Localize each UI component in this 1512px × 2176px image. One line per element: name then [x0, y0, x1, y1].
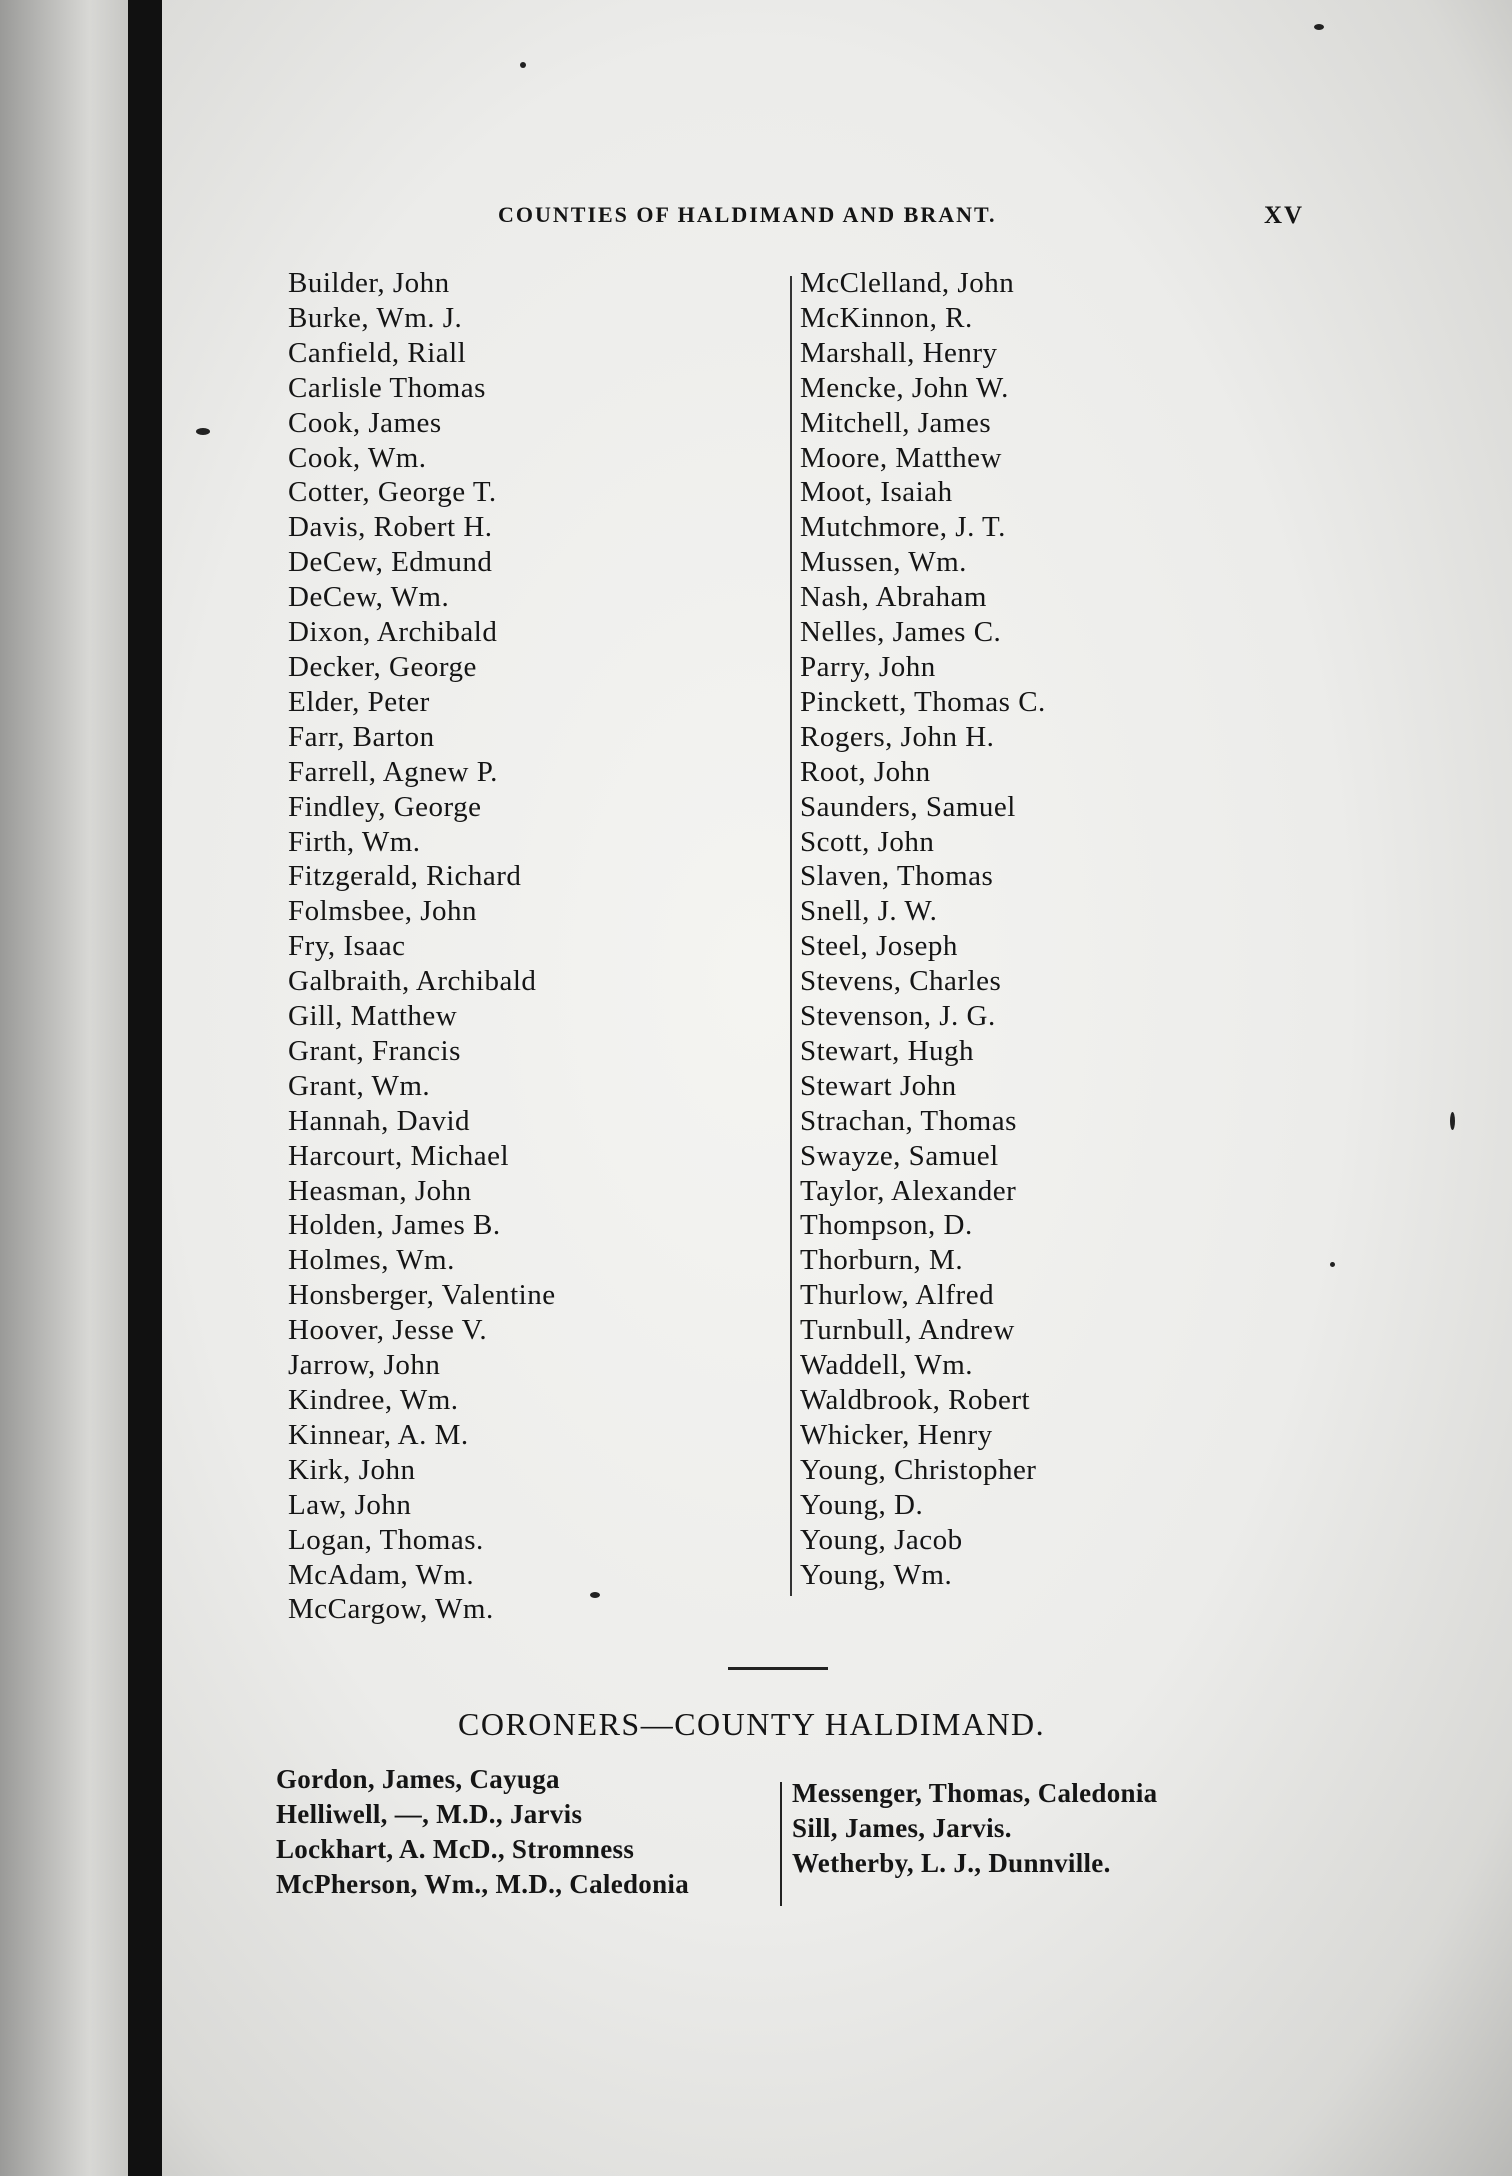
list-item: Fry, Isaac: [288, 930, 406, 963]
list-item: Jarrow, John: [288, 1349, 441, 1382]
list-item: McCargow, Wm.: [288, 1593, 494, 1626]
coroner-entry: Gordon, James, Cayuga: [276, 1764, 560, 1794]
list-item: Marshall, Henry: [800, 336, 998, 369]
list-item: Pinckett, Thomas C.: [800, 685, 1046, 718]
list-item: Waddell, Wm.: [800, 1349, 974, 1382]
page-number: XV: [1264, 202, 1305, 229]
list-item: Law, John: [288, 1488, 412, 1521]
list-item: Young, Christopher: [800, 1453, 1037, 1486]
list-item: Root, John: [800, 755, 931, 788]
coroner-entry: McPherson, Wm., M.D., Caledonia: [276, 1869, 690, 1899]
scan-speck: [196, 428, 210, 435]
list-item: Decker, George: [288, 650, 477, 683]
list-item: Strachan, Thomas: [800, 1104, 1017, 1137]
coroners-column-left: [276, 1762, 776, 1902]
list-item: Slaven, Thomas: [800, 860, 994, 893]
list-item: Elder, Peter: [288, 685, 430, 718]
list-item: DeCew, Wm.: [288, 581, 450, 614]
coroner-entry: Wetherby, L. J., Dunnville.: [792, 1848, 1111, 1878]
scan-speck: [590, 1592, 600, 1598]
list-item: Cook, Wm.: [288, 441, 427, 474]
list-item: McKinnon, R.: [800, 301, 973, 334]
list-item: Mitchell, James: [800, 406, 992, 439]
scan-speck: [1314, 24, 1324, 30]
list-item: McClelland, John: [800, 267, 1015, 299]
list-item: Swayze, Samuel: [800, 1139, 999, 1172]
list-item: Honsberger, Valentine: [288, 1279, 556, 1312]
list-item: Young, D.: [800, 1488, 924, 1521]
list-item: Fitzgerald, Richard: [288, 860, 522, 893]
section-rule: [728, 1667, 828, 1670]
list-item: Rogers, John H.: [800, 720, 995, 753]
list-item: Firth, Wm.: [288, 825, 421, 858]
list-item: DeCew, Edmund: [288, 546, 493, 579]
list-item: Hoover, Jesse V.: [288, 1314, 488, 1347]
list-item: Dixon, Archibald: [288, 616, 498, 649]
list-item: Scott, John: [800, 825, 935, 858]
list-item: Cook, James: [288, 406, 442, 439]
list-item: Grant, Wm.: [288, 1069, 431, 1102]
coroner-entry: Helliwell, —, M.D., Jarvis: [276, 1799, 583, 1829]
list-item: Harcourt, Michael: [288, 1139, 510, 1172]
list-item: Logan, Thomas.: [288, 1523, 484, 1556]
list-item: Cotter, George T.: [288, 476, 497, 509]
list-item: Gill, Matthew: [288, 1000, 458, 1033]
coroner-entry: Sill, James, Jarvis.: [792, 1813, 1012, 1843]
list-item: Parry, John: [800, 650, 936, 683]
list-item: Nash, Abraham: [800, 581, 987, 614]
list-item: Thurlow, Alfred: [800, 1279, 995, 1312]
list-item: Stewart, Hugh: [800, 1034, 975, 1067]
list-item: Heasman, John: [288, 1174, 472, 1207]
list-item: Waldbrook, Robert: [800, 1384, 1031, 1416]
list-item: Grant, Francis: [288, 1034, 461, 1067]
list-item: Galbraith, Archibald: [288, 965, 537, 998]
list-item: Whicker, Henry: [800, 1418, 993, 1451]
list-item: Mussen, Wm.: [800, 546, 967, 579]
scan-speck: [1450, 1112, 1455, 1130]
list-item: Builder, John: [288, 267, 450, 299]
list-item: Snell, J. W.: [800, 895, 938, 928]
coroners-section-title: CORONERS—COUNTY HALDIMAND.: [458, 1706, 1046, 1742]
list-item: Burke, Wm. J.: [288, 301, 463, 334]
list-item: Young, Wm.: [800, 1558, 953, 1591]
names-column-right: [800, 266, 1280, 1592]
coroner-entry: Messenger, Thomas, Caledonia: [792, 1778, 1158, 1808]
list-item: Moot, Isaiah: [800, 476, 953, 509]
list-item: McAdam, Wm.: [288, 1558, 475, 1591]
list-item: Farr, Barton: [288, 720, 435, 753]
page-edge-shadow: [0, 0, 128, 2176]
list-item: Thompson, D.: [800, 1209, 973, 1242]
list-item: Kinnear, A. M.: [288, 1418, 469, 1451]
list-item: Holden, James B.: [288, 1209, 501, 1242]
list-item: Davis, Robert H.: [288, 511, 493, 544]
list-item: Taylor, Alexander: [800, 1174, 1017, 1207]
list-item: Kindree, Wm.: [288, 1384, 459, 1416]
list-item: Turnbull, Andrew: [800, 1314, 1015, 1347]
list-item: Kirk, John: [288, 1453, 416, 1486]
list-item: Mencke, John W.: [800, 371, 1009, 404]
list-item: Findley, George: [288, 790, 482, 823]
list-item: Mutchmore, J. T.: [800, 511, 1006, 544]
list-item: Canfield, Riall: [288, 336, 467, 369]
coroners-column-divider: [780, 1782, 782, 1906]
binding-gutter: [128, 0, 162, 2176]
coroners-column-right: [792, 1776, 1312, 1881]
list-item: Nelles, James C.: [800, 616, 1002, 649]
page-header: [498, 202, 1512, 242]
coroner-entry: Lockhart, A. McD., Stromness: [276, 1834, 635, 1864]
list-item: Carlisle Thomas: [288, 371, 486, 404]
column-divider: [790, 276, 792, 1596]
list-item: Steel, Joseph: [800, 930, 958, 963]
scan-speck: [520, 62, 526, 68]
list-item: Saunders, Samuel: [800, 790, 1016, 823]
list-item: Stevenson, J. G.: [800, 1000, 996, 1033]
list-item: Young, Jacob: [800, 1523, 963, 1556]
list-item: Thorburn, M.: [800, 1244, 964, 1277]
list-item: Folmsbee, John: [288, 895, 478, 928]
running-title: COUNTIES OF HALDIMAND AND BRANT.: [498, 202, 997, 227]
list-item: Holmes, Wm.: [288, 1244, 455, 1277]
list-item: Stewart John: [800, 1069, 957, 1102]
list-item: Hannah, David: [288, 1104, 471, 1137]
names-column-left: [288, 266, 768, 1627]
list-item: Stevens, Charles: [800, 965, 1002, 998]
list-item: Moore, Matthew: [800, 441, 1002, 474]
scan-speck: [1330, 1262, 1335, 1267]
list-item: Farrell, Agnew P.: [288, 755, 498, 788]
